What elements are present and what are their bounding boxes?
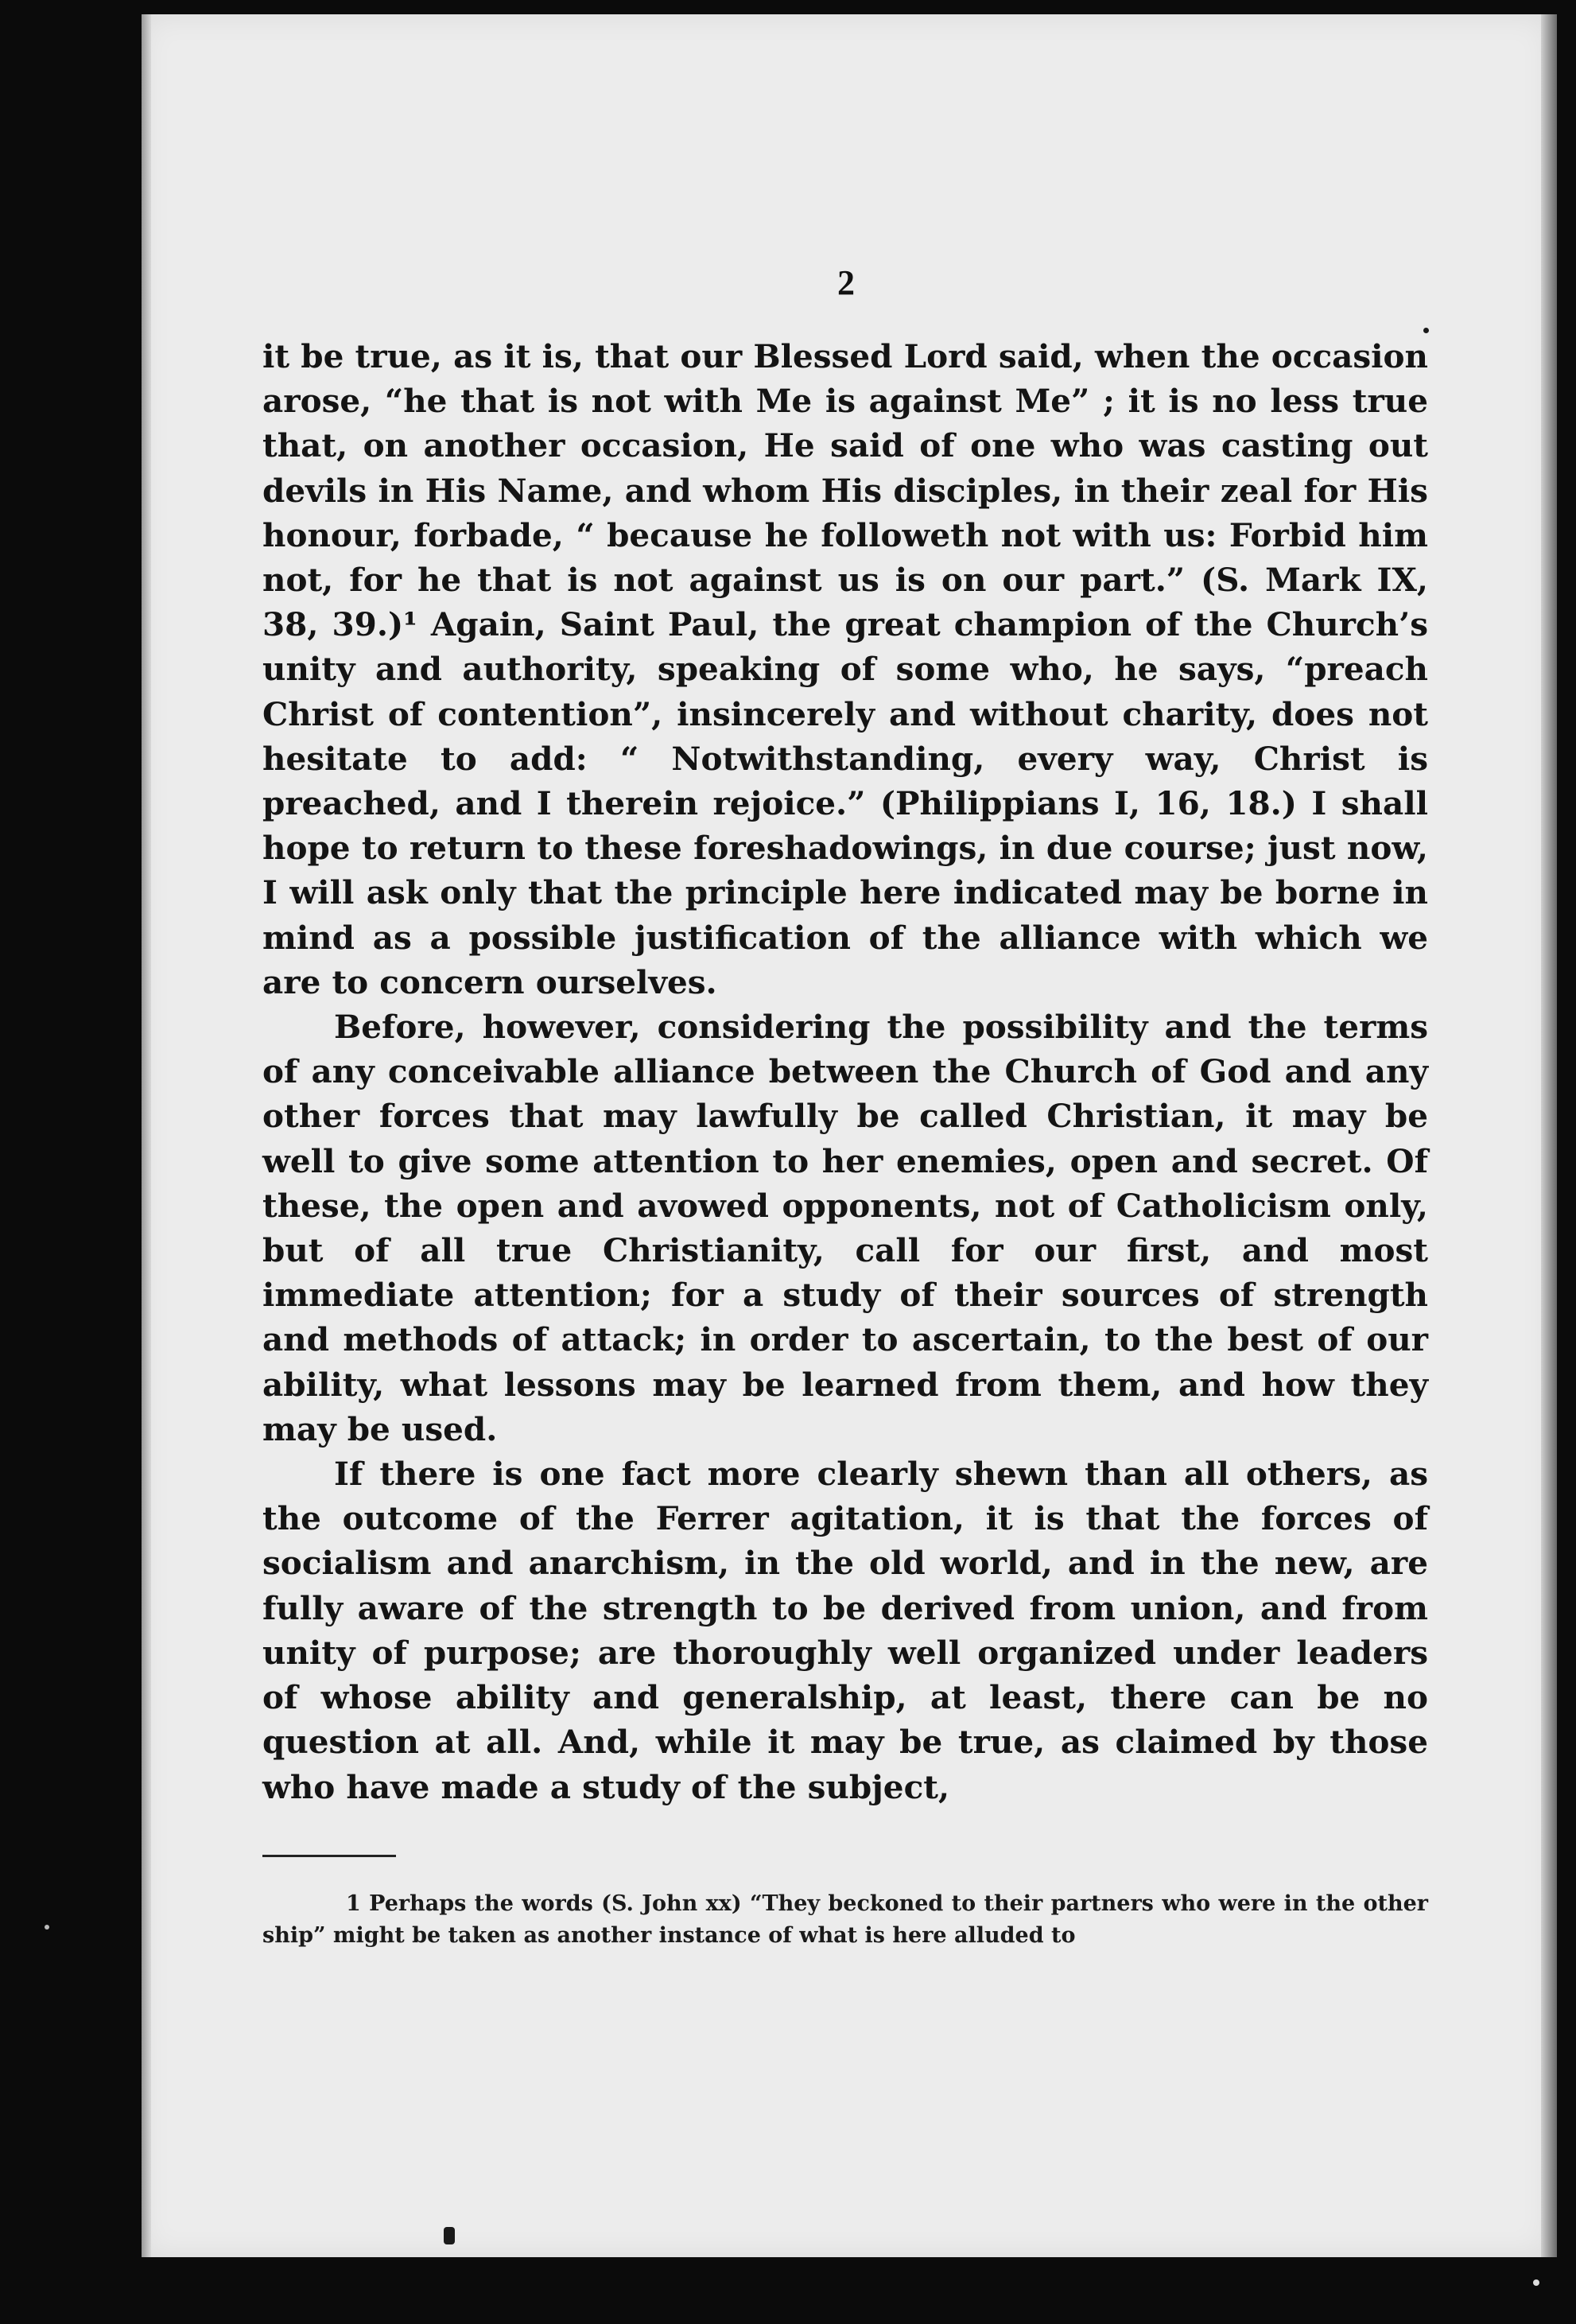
scan-speck [1423,328,1429,333]
page-right-edge [1541,14,1557,2257]
paragraph-enemies: Before, however, considering the possibility and the terms of any conceivable alliance between the Church of God and any other forces that may lawfully be called Christian, it may be well to give some attention to her enemies, open and secret. Of these, the open and avowed opponents, not of Catholicism only, but of all true Christianity, call for our first, and most immediate attention; for a study of their sources of strength and methods of attack; in order to ascertain, to the best of our ability, what lessons may be learned from them, and how they may be used. [262,1008,1428,1448]
paragraph-continuation: it be true, as it is, that our Blessed Lord said, when the occasion arose, “he that is not with Me is against Me” ; it is no less true that, on another occasion, He said of one who was casting out devils in His Name, and whom His disciples, in their zeal for His honour, forbade, “ because he followeth not with us: Forbid him not, for he that is not against us is on our part.” (S. Mark IX, 38, 39.)¹ Again, Saint Paul, the great champion of the Church’s unity and authority, speaking of some who, he says, “preach Christ of contention”, insincerely and without charity, does not hesitate to add: “ Notwithstanding, every way, Christ is preached, and I therein rejoice.” (Philippians I, 16, 18.) I shall hope to return to these foreshadowings, in due course; just now, I will ask only that the principle here indicated may be borne in mind as a possible justification of the alliance with which we are to concern ourselves. [262,337,1428,1001]
scan-speck [444,2227,455,2244]
body-text [262,334,1428,1809]
page-number: 2 [837,263,855,302]
scan-speck [1533,2279,1539,2286]
page-left-edge [142,14,151,2257]
scan-speck [45,1925,49,1930]
footnote: 1 Perhaps the words (S. John xx) “They beckoned to their partners who were in the other ship” might be taken as another instance of what is here alluded to [262,1891,1428,1948]
footnote-divider [262,1855,396,1857]
paragraph-ferrer-agitation: If there is one fact more clearly shewn than all others, as the outcome of the Ferrer agitation, it is that the forces of socialism and anarchism, in the old world, and in the new, are fully aware of the strength to be derived from union, and from unity of purpose; are thoroughly well organized under leaders of whose ability and generalship, at least, there can be no question at all. And, while it may be true, as claimed by those who have made a study of the subject, [262,1455,1428,1806]
